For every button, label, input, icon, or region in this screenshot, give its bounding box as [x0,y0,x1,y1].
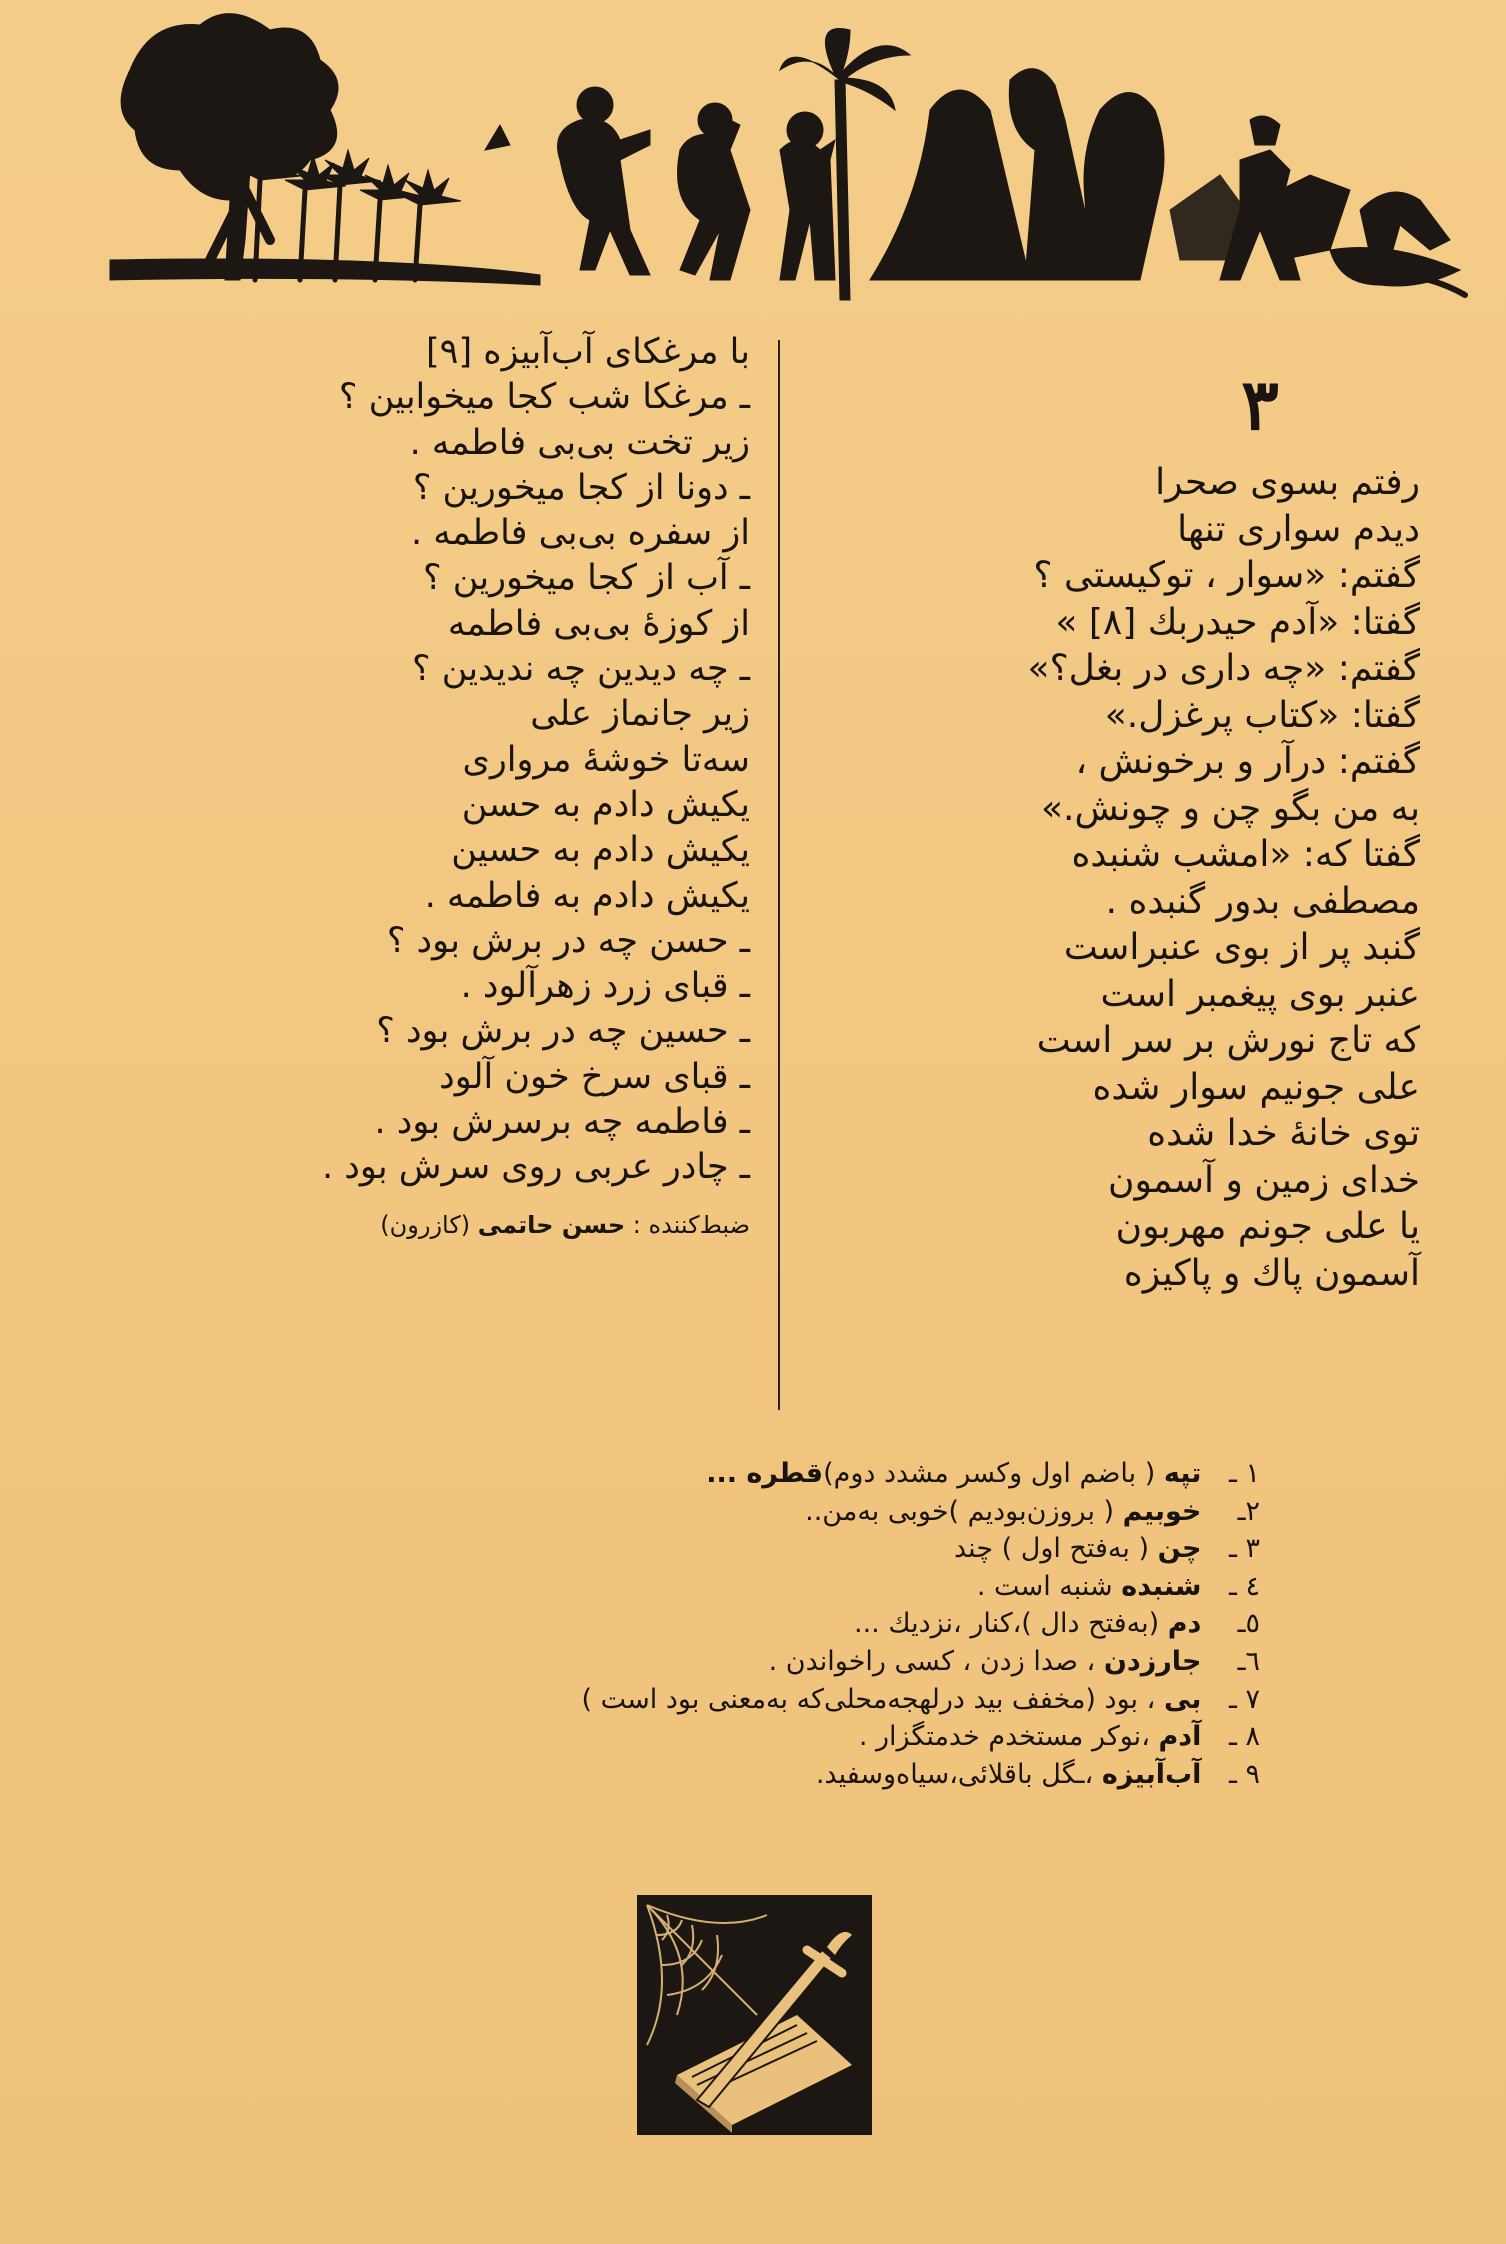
footnote: ١ ـ تپه ( باضم اول وکسر مشدد دوم)قطره ... [706,1458,1260,1489]
poem-line: گفتم: «سوار ، توکیستی ؟ [1033,555,1420,596]
poem-left-column [110,330,750,1245]
poem-line: که تاج نورش بر سر است [1036,1020,1420,1061]
poem-line: خدای زمین و آسمون [1108,1159,1420,1201]
figure-illustration [558,119,651,275]
poem-line: ـ آب از کجا میخورین ؟ [423,558,750,599]
footnote: ٣ ـ چن ( به‌فتح اول ) چند [954,1533,1260,1565]
footnote: ٨ ـ آدم ،نوکر مستخدم خدمتگزار . [858,1721,1260,1753]
poem-line: ـ قبای زرد زهرآلود . [460,966,750,1007]
credit-place: (کازرون) [380,1210,471,1239]
poem-line: گفتا که: «امشب شنبده [1071,834,1420,875]
poem-line: دیدم سواری تنها [1177,508,1420,550]
veiled-figure-illustration [870,90,1030,280]
poem-line: سه‌تا خوشهٔ مرواری [462,739,750,780]
footnote: ٩ ـ آب‌آبیزه ،ـگل باقلائی،سیاه‌وسفید. [815,1758,1260,1790]
poem-line: ـ مرغکا شب کجا میخوابین ؟ [338,377,750,418]
credit-label: ضبط‌کننده : [632,1210,750,1239]
poem-line: یکیش دادم به فاطمه . [424,875,750,916]
poem-line: آسمون پاك و پاکیزه [1123,1252,1420,1294]
poem-line: گفتم: درآر و برخونش ، [1075,741,1420,782]
poem-line: گفتا: «آدم حیدربك [٨] » [1055,601,1420,643]
poem-line: یا علی جونم مهربون [1115,1206,1420,1247]
sword-book-emblem [637,1895,872,2135]
poem-line: از سفره بی‌بی فاطمه . [410,513,750,554]
footnote: ٤ ـ شنبده شنبه است . [976,1570,1260,1602]
footnote: ٧ ـ بی ، بود (مخفف بید درلهجه‌محلی‌که به‌معنی بود است ) [581,1683,1260,1715]
tree-illustration [121,14,338,280]
footnote: ٢ـ خوبیم ( بروزن‌بودیم )خوبی به‌من.. [805,1495,1260,1527]
poem-line: زیر جانماز علی [530,694,750,735]
poem-line: گنبد پر از بوی عنبراست [1063,927,1420,968]
poem-line: ـ چادر عربی روی سرش بود . [322,1147,750,1188]
poem-line: ـ فاطمه چه برسرش بود . [374,1102,750,1143]
poem-line: یکیش دادم به حسین [451,830,750,871]
poem-right-column [920,360,1420,1297]
poem-line: از کوزهٔ بی‌بی فاطمه [447,603,750,644]
footnote: ٦ـ جارزدن ، صدا زدن ، کسی راخواندن . [768,1645,1260,1677]
poem-line: توی خانهٔ خدا شده [1147,1113,1420,1154]
poem-line: رفتم بسوی صحرا [1155,462,1420,503]
poem-line: عنبر بوی پیغمبر است [1100,973,1420,1015]
poem-line: گفتم: «چه داری در بغل؟» [1027,648,1420,689]
decorative-frieze-illustration [90,0,1470,320]
poem-line: ـ دونا از کجا میخورین ؟ [412,467,750,508]
poem-line: مصطفی بدور گنبده . [1105,880,1420,922]
poem-line: به من بگو چن و چونش.» [1040,787,1420,829]
footnote: ٥ـ دم (به‌فتح دال )،کنار ،نزدیك ... [853,1608,1260,1640]
poem-line: ـ حسن چه در برش بود ؟ [386,920,750,961]
recorder-credit [110,1205,750,1245]
poem-line: ـ حسین چه در برش بود ؟ [376,1011,750,1052]
poem-number: ٣ [1241,363,1279,446]
poem-line: گفتا: «کتاب پرغزل.» [1104,694,1420,736]
column-divider [778,340,780,1410]
poem-line: زیر تخت بی‌بی فاطمه . [409,422,750,463]
poem-line: ـ چه دیدین چه ندیدین ؟ [412,649,750,690]
poem-line: علی جونیم سوار شده [1092,1066,1420,1108]
poem-line: با مرغکای آب‌آبیزه [٩] [425,332,750,372]
poem-line: یکیش دادم به حسن [461,784,750,825]
poem-line: ـ قبای سرخ خون آلود [439,1056,750,1097]
footnotes [440,1455,1260,1793]
credit-name: حسن حاتمی [477,1210,626,1239]
